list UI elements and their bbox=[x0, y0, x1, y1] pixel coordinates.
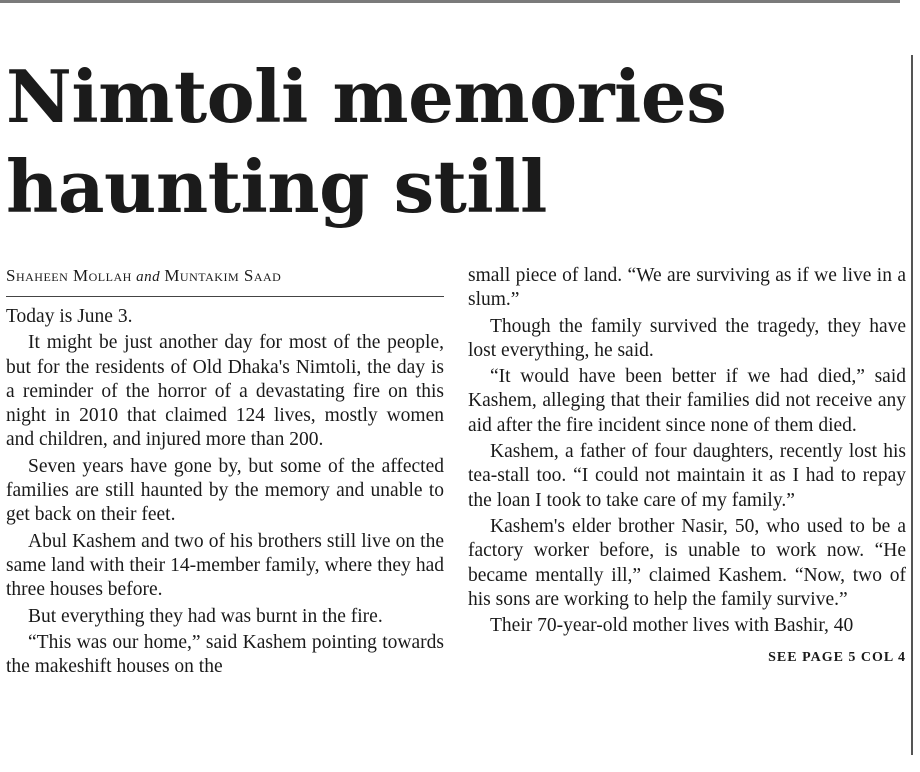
paragraph: But everything they had was burnt in the fire. bbox=[28, 605, 383, 627]
headline-line-2: haunting still bbox=[6, 144, 547, 229]
byline bbox=[6, 266, 444, 297]
author-2: Muntakim Saad bbox=[164, 266, 282, 285]
paragraph: Seven years have gone by, but some of the affected families are still haunted by the memory and unable to get back on their feet. bbox=[6, 455, 444, 526]
paragraph: Though the family survived the tragedy, they have lost everything, he said. bbox=[468, 315, 906, 361]
paragraph: Kashem's elder brother Nasir, 50, who used to be a factory worker before, is unable to work now. “He became mentally ill,” claimed Kashem. “Now, two of his sons are working to help the family survive.” bbox=[468, 515, 906, 610]
paragraph: Abul Kashem and two of his brothers still live on the same land with their 14-member family, where they had three houses before. bbox=[6, 530, 444, 601]
headline-line-1: Nimtoli memories bbox=[6, 54, 727, 139]
left-column bbox=[6, 264, 444, 681]
paragraph: “It would have been better if we had died,” said Kashem, alleging that their families did not receive any aid after the fire incident since none of them died. bbox=[468, 366, 906, 436]
continuation-jump: SEE PAGE 5 COL 4 bbox=[768, 650, 906, 666]
paragraph: small piece of land. “We are surviving as if we live in a slum.” bbox=[468, 265, 906, 311]
paragraph: It might be just another day for most of the people, but for the residents of Old Dhaka's Nimtoli, the day is a reminder of the horror of a devastating fire on this night in 2010 that claimed 124 lives, mostly women and children, and injured more than 200. bbox=[6, 332, 444, 451]
paragraph: “This was our home,” said Kashem pointing towards the makeshift houses on the bbox=[6, 631, 444, 678]
author-1: Shaheen Mollah bbox=[6, 266, 132, 285]
byline-conjunction: and bbox=[136, 269, 161, 285]
right-column bbox=[468, 264, 906, 671]
paragraph: Their 70-year-old mother lives with Bashir, 40 bbox=[490, 615, 854, 637]
top-rule bbox=[0, 0, 900, 3]
paragraph: Today is June 3. bbox=[6, 306, 133, 327]
paragraph: Kashem, a father of four daughters, recently lost his tea-stall too. “I could not maintain it as I had to repay the loan I took to take care of my family.” bbox=[468, 441, 906, 511]
headline bbox=[6, 52, 896, 232]
column-rule bbox=[911, 55, 913, 755]
